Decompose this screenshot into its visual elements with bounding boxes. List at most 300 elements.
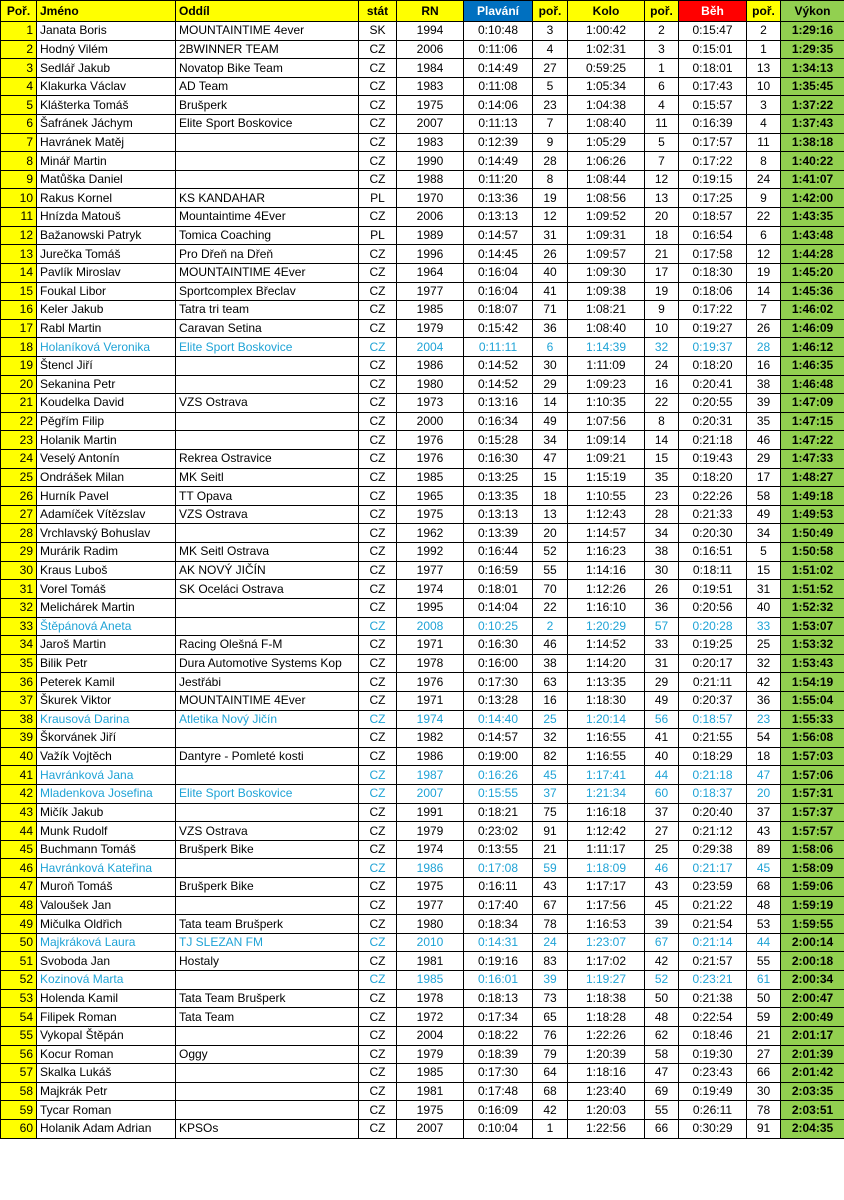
cell-year: 1986 (397, 747, 464, 766)
cell-country: PL (359, 226, 397, 245)
table-row (1, 412, 844, 431)
cell-bike-rank: 67 (645, 933, 679, 952)
cell-swim-time: 0:16:04 (464, 263, 533, 282)
cell-bike-time: 1:12:26 (568, 580, 645, 599)
cell-swim-time: 0:13:28 (464, 691, 533, 710)
cell-total-time: 1:57:57 (781, 822, 844, 841)
cell-country: CZ (359, 431, 397, 450)
cell-club: 2BWINNER TEAM (176, 40, 359, 59)
cell-rank: 18 (1, 338, 37, 357)
cell-swim-time: 0:10:25 (464, 617, 533, 636)
cell-total-time: 2:03:51 (781, 1101, 844, 1120)
cell-run-rank: 18 (747, 747, 781, 766)
cell-bike-rank: 39 (645, 915, 679, 934)
cell-rank: 21 (1, 394, 37, 413)
cell-club (176, 803, 359, 822)
cell-bike-time: 1:09:52 (568, 208, 645, 227)
table-row (1, 1064, 844, 1083)
cell-year: 1980 (397, 375, 464, 394)
cell-bike-time: 1:23:07 (568, 933, 645, 952)
cell-run-rank: 21 (747, 1026, 781, 1045)
cell-year: 2010 (397, 933, 464, 952)
cell-bike-rank: 40 (645, 747, 679, 766)
cell-run-rank: 47 (747, 766, 781, 785)
cell-rank: 49 (1, 915, 37, 934)
table-row (1, 710, 844, 729)
cell-name: Štěpánová Aneta (37, 617, 176, 636)
cell-rank: 2 (1, 40, 37, 59)
cell-swim-rank: 46 (533, 636, 568, 655)
cell-year: 1986 (397, 859, 464, 878)
cell-country: CZ (359, 356, 397, 375)
cell-run-rank: 9 (747, 189, 781, 208)
cell-swim-rank: 64 (533, 1064, 568, 1083)
cell-run-time: 0:20:17 (679, 654, 747, 673)
cell-bike-time: 1:18:28 (568, 1008, 645, 1027)
cell-name: Veselý Antonín (37, 450, 176, 469)
cell-bike-time: 1:14:20 (568, 654, 645, 673)
cell-swim-rank: 71 (533, 301, 568, 320)
cell-country: CZ (359, 487, 397, 506)
cell-swim-rank: 7 (533, 115, 568, 134)
cell-run-rank: 30 (747, 1082, 781, 1101)
cell-rank: 4 (1, 77, 37, 96)
cell-club: Oggy (176, 1045, 359, 1064)
cell-club (176, 598, 359, 617)
cell-bike-time: 1:14:16 (568, 561, 645, 580)
cell-run-time: 0:19:30 (679, 1045, 747, 1064)
cell-rank: 56 (1, 1045, 37, 1064)
cell-swim-rank: 27 (533, 59, 568, 78)
cell-swim-rank: 19 (533, 189, 568, 208)
cell-name: Bilik Petr (37, 654, 176, 673)
table-row (1, 952, 844, 971)
cell-total-time: 1:45:20 (781, 263, 844, 282)
cell-club: Mountaintime 4Ever (176, 208, 359, 227)
cell-swim-time: 0:15:55 (464, 784, 533, 803)
cell-swim-time: 0:16:34 (464, 412, 533, 431)
cell-club (176, 412, 359, 431)
cell-run-time: 0:18:20 (679, 356, 747, 375)
cell-bike-time: 1:09:38 (568, 282, 645, 301)
cell-run-time: 0:19:25 (679, 636, 747, 655)
table-row (1, 766, 844, 785)
cell-year: 2008 (397, 617, 464, 636)
cell-bike-rank: 23 (645, 487, 679, 506)
cell-country: CZ (359, 96, 397, 115)
cell-year: 1976 (397, 431, 464, 450)
cell-club: AD Team (176, 77, 359, 96)
cell-swim-rank: 42 (533, 1101, 568, 1120)
cell-bike-time: 1:14:52 (568, 636, 645, 655)
table-row (1, 226, 844, 245)
cell-country: CZ (359, 115, 397, 134)
cell-run-rank: 91 (747, 1119, 781, 1138)
cell-swim-time: 0:13:36 (464, 189, 533, 208)
cell-swim-time: 0:17:34 (464, 1008, 533, 1027)
table-row (1, 691, 844, 710)
cell-club: Brušperk (176, 96, 359, 115)
cell-swim-rank: 34 (533, 431, 568, 450)
cell-total-time: 1:57:37 (781, 803, 844, 822)
table-row (1, 896, 844, 915)
cell-swim-rank: 83 (533, 952, 568, 971)
cell-swim-time: 0:14:49 (464, 152, 533, 171)
cell-bike-rank: 28 (645, 505, 679, 524)
cell-club: SK Oceláci Ostrava (176, 580, 359, 599)
cell-swim-rank: 79 (533, 1045, 568, 1064)
cell-club: VZS Ostrava (176, 394, 359, 413)
cell-run-rank: 68 (747, 878, 781, 897)
cell-swim-rank: 3 (533, 22, 568, 41)
cell-club: MOUNTAINTIME 4Ever (176, 691, 359, 710)
cell-rank: 44 (1, 822, 37, 841)
cell-bike-rank: 52 (645, 971, 679, 990)
cell-bike-rank: 9 (645, 301, 679, 320)
cell-year: 1978 (397, 989, 464, 1008)
cell-rank: 16 (1, 301, 37, 320)
cell-total-time: 1:37:22 (781, 96, 844, 115)
table-row (1, 487, 844, 506)
cell-swim-time: 0:19:00 (464, 747, 533, 766)
cell-year: 1984 (397, 59, 464, 78)
header-year: RN (397, 1, 464, 22)
table-row (1, 189, 844, 208)
cell-country: CZ (359, 412, 397, 431)
cell-swim-time: 0:16:11 (464, 878, 533, 897)
table-row (1, 784, 844, 803)
cell-name: Koudelka David (37, 394, 176, 413)
cell-run-time: 0:17:58 (679, 245, 747, 264)
cell-club (176, 1082, 359, 1101)
cell-year: 2007 (397, 1119, 464, 1138)
cell-bike-time: 1:16:53 (568, 915, 645, 934)
cell-total-time: 1:46:09 (781, 319, 844, 338)
table-row (1, 245, 844, 264)
cell-year: 1985 (397, 301, 464, 320)
cell-country: CZ (359, 59, 397, 78)
cell-run-time: 0:19:49 (679, 1082, 747, 1101)
cell-bike-rank: 48 (645, 1008, 679, 1027)
cell-name: Kraus Luboš (37, 561, 176, 580)
cell-swim-time: 0:18:13 (464, 989, 533, 1008)
cell-run-time: 0:22:54 (679, 1008, 747, 1027)
header-country: stát (359, 1, 397, 22)
cell-bike-time: 1:13:35 (568, 673, 645, 692)
cell-bike-time: 1:09:14 (568, 431, 645, 450)
cell-bike-rank: 4 (645, 96, 679, 115)
cell-bike-time: 1:11:09 (568, 356, 645, 375)
cell-club: Tomica Coaching (176, 226, 359, 245)
cell-rank: 33 (1, 617, 37, 636)
cell-country: CZ (359, 170, 397, 189)
cell-name: Rabl Martin (37, 319, 176, 338)
cell-bike-time: 1:20:39 (568, 1045, 645, 1064)
cell-name: Holenda Kamil (37, 989, 176, 1008)
cell-rank: 1 (1, 22, 37, 41)
cell-country: CZ (359, 729, 397, 748)
cell-country: CZ (359, 1008, 397, 1027)
cell-bike-rank: 69 (645, 1082, 679, 1101)
cell-run-rank: 34 (747, 524, 781, 543)
cell-club: Pro Dřeň na Dřeň (176, 245, 359, 264)
cell-run-time: 0:20:40 (679, 803, 747, 822)
cell-total-time: 1:59:55 (781, 915, 844, 934)
cell-bike-rank: 32 (645, 338, 679, 357)
table-row (1, 96, 844, 115)
cell-run-rank: 1 (747, 40, 781, 59)
table-row (1, 840, 844, 859)
cell-swim-rank: 70 (533, 580, 568, 599)
table-row (1, 654, 844, 673)
cell-bike-time: 1:18:09 (568, 859, 645, 878)
cell-country: CZ (359, 617, 397, 636)
cell-run-time: 0:19:37 (679, 338, 747, 357)
table-row (1, 1082, 844, 1101)
cell-club (176, 971, 359, 990)
cell-swim-time: 0:15:28 (464, 431, 533, 450)
cell-run-rank: 22 (747, 208, 781, 227)
cell-country: CZ (359, 524, 397, 543)
table-row (1, 505, 844, 524)
cell-club: Jestřábi (176, 673, 359, 692)
table-row (1, 1119, 844, 1138)
cell-bike-rank: 24 (645, 356, 679, 375)
cell-run-time: 0:19:15 (679, 170, 747, 189)
cell-swim-rank: 45 (533, 766, 568, 785)
cell-bike-rank: 1 (645, 59, 679, 78)
cell-total-time: 1:57:03 (781, 747, 844, 766)
cell-swim-time: 0:18:34 (464, 915, 533, 934)
cell-bike-time: 1:21:34 (568, 784, 645, 803)
cell-run-rank: 19 (747, 263, 781, 282)
cell-swim-time: 0:16:09 (464, 1101, 533, 1120)
cell-run-rank: 61 (747, 971, 781, 990)
cell-club (176, 356, 359, 375)
cell-name: Mičulka Oldřich (37, 915, 176, 934)
cell-bike-rank: 30 (645, 561, 679, 580)
cell-run-rank: 13 (747, 59, 781, 78)
cell-country: CZ (359, 859, 397, 878)
cell-swim-time: 0:11:13 (464, 115, 533, 134)
table-row (1, 338, 844, 357)
cell-name: Tycar Roman (37, 1101, 176, 1120)
cell-swim-rank: 16 (533, 691, 568, 710)
cell-total-time: 1:29:16 (781, 22, 844, 41)
cell-name: Hnízda Matouš (37, 208, 176, 227)
table-row (1, 878, 844, 897)
header-run-rank: poř. (747, 1, 781, 22)
cell-name: Holaníková Veronika (37, 338, 176, 357)
table-row (1, 59, 844, 78)
cell-swim-time: 0:16:00 (464, 654, 533, 673)
table-row (1, 636, 844, 655)
cell-total-time: 1:53:43 (781, 654, 844, 673)
cell-name: Havránková Kateřina (37, 859, 176, 878)
cell-swim-rank: 30 (533, 356, 568, 375)
cell-bike-rank: 25 (645, 840, 679, 859)
cell-bike-rank: 62 (645, 1026, 679, 1045)
cell-total-time: 1:37:43 (781, 115, 844, 134)
cell-name: Hodný Vilém (37, 40, 176, 59)
cell-bike-time: 1:18:38 (568, 989, 645, 1008)
cell-swim-time: 0:14:49 (464, 59, 533, 78)
cell-year: 1973 (397, 394, 464, 413)
cell-rank: 59 (1, 1101, 37, 1120)
cell-swim-time: 0:14:31 (464, 933, 533, 952)
cell-rank: 54 (1, 1008, 37, 1027)
table-row (1, 263, 844, 282)
cell-run-time: 0:18:20 (679, 468, 747, 487)
cell-bike-time: 1:00:42 (568, 22, 645, 41)
cell-rank: 19 (1, 356, 37, 375)
cell-bike-time: 1:14:57 (568, 524, 645, 543)
cell-swim-rank: 2 (533, 617, 568, 636)
cell-country: CZ (359, 1119, 397, 1138)
cell-club: KS KANDAHAR (176, 189, 359, 208)
table-row (1, 1008, 844, 1027)
table-row (1, 747, 844, 766)
cell-year: 1971 (397, 636, 464, 655)
cell-bike-rank: 2 (645, 22, 679, 41)
cell-total-time: 1:47:22 (781, 431, 844, 450)
cell-swim-rank: 78 (533, 915, 568, 934)
cell-total-time: 1:58:06 (781, 840, 844, 859)
cell-swim-time: 0:13:55 (464, 840, 533, 859)
cell-swim-rank: 22 (533, 598, 568, 617)
cell-club (176, 729, 359, 748)
results-body (1, 22, 844, 1139)
cell-year: 1971 (397, 691, 464, 710)
cell-country: CZ (359, 375, 397, 394)
cell-run-time: 0:18:37 (679, 784, 747, 803)
cell-run-rank: 11 (747, 133, 781, 152)
cell-run-time: 0:18:46 (679, 1026, 747, 1045)
cell-run-rank: 8 (747, 152, 781, 171)
cell-name: Pěgřím Filip (37, 412, 176, 431)
cell-run-rank: 2 (747, 22, 781, 41)
cell-name: Muroň Tomáš (37, 878, 176, 897)
cell-bike-rank: 22 (645, 394, 679, 413)
cell-total-time: 1:57:31 (781, 784, 844, 803)
cell-year: 1988 (397, 170, 464, 189)
cell-run-rank: 43 (747, 822, 781, 841)
table-row (1, 208, 844, 227)
header-name: Jméno (37, 1, 176, 22)
cell-run-time: 0:19:51 (679, 580, 747, 599)
header-bike: Kolo (568, 1, 645, 22)
cell-bike-time: 1:18:30 (568, 691, 645, 710)
cell-swim-time: 0:14:52 (464, 356, 533, 375)
cell-total-time: 1:42:00 (781, 189, 844, 208)
cell-rank: 30 (1, 561, 37, 580)
cell-country: CZ (359, 878, 397, 897)
cell-swim-time: 0:18:21 (464, 803, 533, 822)
cell-year: 1978 (397, 654, 464, 673)
cell-swim-rank: 43 (533, 878, 568, 897)
cell-club: Brušperk Bike (176, 840, 359, 859)
cell-club: Dura Automotive Systems Kop (176, 654, 359, 673)
cell-rank: 24 (1, 450, 37, 469)
cell-bike-time: 1:08:40 (568, 319, 645, 338)
cell-club: Dantyre - Pomleté kosti (176, 747, 359, 766)
cell-bike-rank: 18 (645, 226, 679, 245)
cell-bike-rank: 41 (645, 729, 679, 748)
cell-country: CZ (359, 263, 397, 282)
cell-total-time: 1:58:09 (781, 859, 844, 878)
cell-year: 1975 (397, 505, 464, 524)
cell-bike-rank: 20 (645, 208, 679, 227)
cell-year: 1979 (397, 1045, 464, 1064)
cell-country: CZ (359, 747, 397, 766)
cell-name: Kozinová Marta (37, 971, 176, 990)
cell-year: 1981 (397, 952, 464, 971)
table-row (1, 133, 844, 152)
cell-bike-rank: 29 (645, 673, 679, 692)
cell-run-rank: 29 (747, 450, 781, 469)
cell-swim-time: 0:14:45 (464, 245, 533, 264)
cell-name: Vorel Tomáš (37, 580, 176, 599)
cell-rank: 37 (1, 691, 37, 710)
table-row (1, 394, 844, 413)
cell-country: CZ (359, 1082, 397, 1101)
cell-run-time: 0:26:11 (679, 1101, 747, 1120)
cell-rank: 31 (1, 580, 37, 599)
cell-total-time: 1:46:48 (781, 375, 844, 394)
cell-year: 1976 (397, 673, 464, 692)
cell-bike-rank: 36 (645, 598, 679, 617)
cell-bike-time: 1:20:03 (568, 1101, 645, 1120)
cell-run-time: 0:17:57 (679, 133, 747, 152)
cell-rank: 26 (1, 487, 37, 506)
cell-club (176, 152, 359, 171)
cell-rank: 5 (1, 96, 37, 115)
cell-year: 2006 (397, 208, 464, 227)
cell-bike-rank: 46 (645, 859, 679, 878)
cell-country: CZ (359, 636, 397, 655)
cell-bike-time: 1:08:40 (568, 115, 645, 134)
cell-swim-rank: 15 (533, 468, 568, 487)
cell-name: Holanik Martin (37, 431, 176, 450)
cell-bike-time: 1:08:21 (568, 301, 645, 320)
cell-name: Kocur Roman (37, 1045, 176, 1064)
cell-bike-time: 1:12:43 (568, 505, 645, 524)
cell-total-time: 2:01:17 (781, 1026, 844, 1045)
cell-swim-rank: 40 (533, 263, 568, 282)
cell-total-time: 1:50:49 (781, 524, 844, 543)
cell-country: CZ (359, 784, 397, 803)
cell-swim-rank: 82 (533, 747, 568, 766)
cell-run-rank: 23 (747, 710, 781, 729)
cell-rank: 41 (1, 766, 37, 785)
cell-rank: 47 (1, 878, 37, 897)
cell-country: CZ (359, 77, 397, 96)
cell-bike-rank: 5 (645, 133, 679, 152)
cell-run-time: 0:23:59 (679, 878, 747, 897)
cell-name: Murárik Radim (37, 543, 176, 562)
cell-total-time: 1:52:32 (781, 598, 844, 617)
cell-run-time: 0:20:37 (679, 691, 747, 710)
cell-run-rank: 42 (747, 673, 781, 692)
cell-name: Klakurka Václav (37, 77, 176, 96)
cell-name: Foukal Libor (37, 282, 176, 301)
cell-bike-time: 1:12:42 (568, 822, 645, 841)
cell-swim-rank: 1 (533, 1119, 568, 1138)
cell-club (176, 524, 359, 543)
cell-bike-time: 1:19:27 (568, 971, 645, 990)
table-row (1, 1026, 844, 1045)
cell-club: Novatop Bike Team (176, 59, 359, 78)
